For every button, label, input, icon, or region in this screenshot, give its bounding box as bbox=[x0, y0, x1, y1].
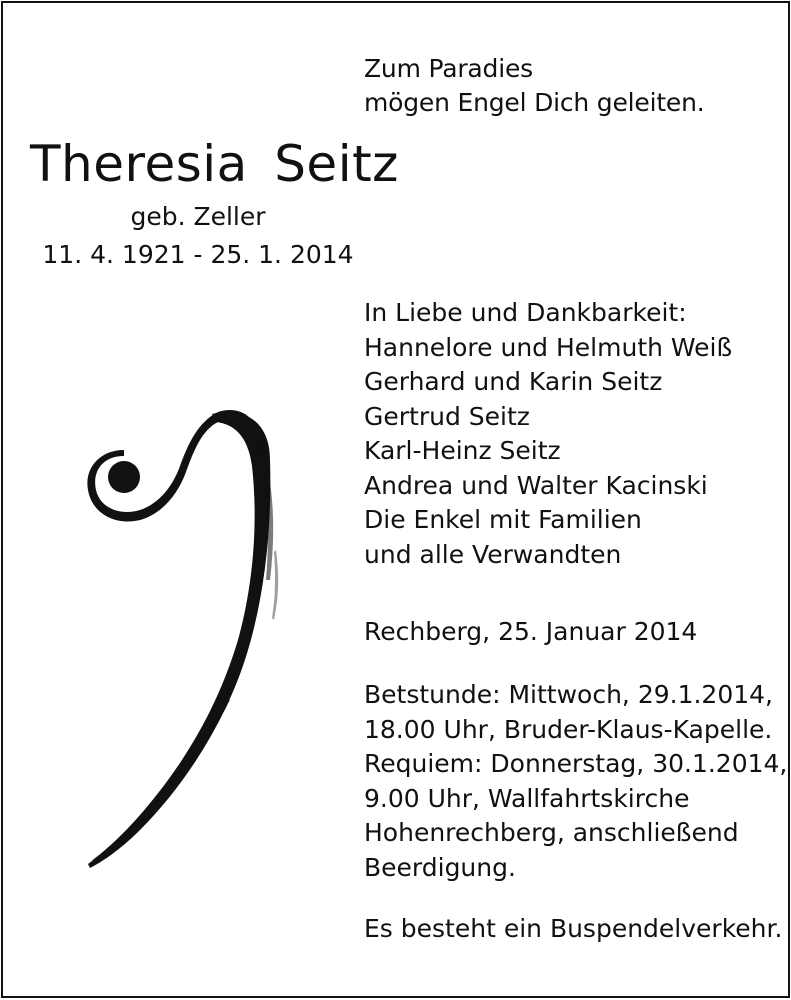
mourner-name: Gertrud Seitz bbox=[364, 401, 530, 431]
mourner-name: Hannelore und Helmuth Weiß bbox=[364, 332, 733, 362]
birth-name: geb. Zeller bbox=[130, 202, 266, 231]
mourner-name: Die Enkel mit Familien bbox=[364, 505, 642, 534]
verse bbox=[364, 52, 705, 120]
service-details bbox=[364, 678, 787, 885]
mourners-heading: In Liebe und Dankbarkeit: bbox=[364, 298, 687, 327]
verse-line-1: Zum Paradies bbox=[364, 54, 533, 83]
service-line: Beerdigung. bbox=[364, 852, 516, 882]
life-dates: 11. 4. 1921 - 25. 1. 2014 bbox=[42, 240, 354, 269]
brush-curl bbox=[87, 410, 250, 522]
place-and-date: Rechberg, 25. Januar 2014 bbox=[364, 617, 698, 646]
brush-dot bbox=[108, 461, 140, 493]
brush-streak-4 bbox=[92, 818, 140, 862]
mourner-name: und alle Verwandten bbox=[364, 539, 622, 569]
service-line: 18.00 Uhr, Bruder-Klaus-Kapelle. bbox=[364, 714, 773, 744]
brush-stroke-illustration bbox=[80, 400, 290, 870]
mourner-name: Gerhard und Karin Seitz bbox=[364, 367, 663, 396]
service-line: Requiem: Donnerstag, 30.1.2014, bbox=[364, 749, 788, 778]
brush-streak-2 bbox=[272, 550, 278, 620]
mourner-name: Karl-Heinz Seitz bbox=[364, 436, 561, 465]
service-line: 9.00 Uhr, Wallfahrtskirche bbox=[364, 783, 690, 813]
verse-line-2: mögen Engel Dich geleiten. bbox=[364, 88, 705, 117]
bus-shuttle-note: Es besteht ein Buspendelverkehr. bbox=[364, 914, 783, 943]
service-line: Betstunde: Mittwoch, 29.1.2014, bbox=[364, 680, 773, 709]
deceased-name: Theresia Seitz bbox=[30, 135, 399, 193]
mourner-name: Andrea und Walter Kacinski bbox=[364, 470, 708, 500]
service-line: Hohenrechberg, anschließend bbox=[364, 818, 739, 847]
mourners-list bbox=[364, 296, 732, 572]
